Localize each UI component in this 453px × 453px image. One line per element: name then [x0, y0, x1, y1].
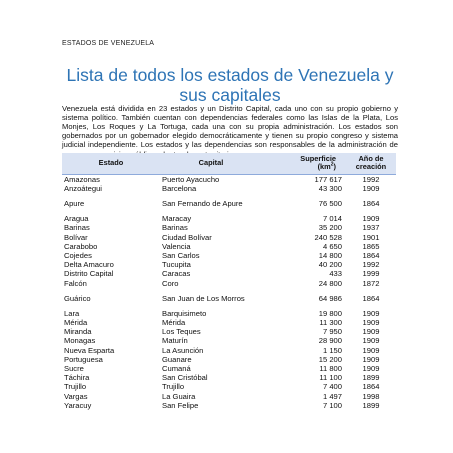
cell-estado: Distrito Capital [64, 269, 114, 279]
table-row [62, 260, 396, 269]
cell-ano: 1864 [362, 293, 380, 303]
cell-ano: 1909 [362, 184, 380, 194]
table-row [62, 336, 396, 345]
superficie-unit: (km [317, 162, 331, 172]
intro-paragraph: Venezuela está dividida en 23 estados y un Distrito Capital, cada uno con su propio gobierno y sistema político. También cuentan con dependencias federales como las Islas de la Plata, Los Monjes, Los Roques y La Tortuga, cada una con su propia administración. Los estados son gobernados por un gobernador elegido democráticamente y tienen su propio congreso y sistema judicial independiente. Los estados y las dependencias son responsables de la administración de [62, 103, 398, 150]
column-header-capital: Capital [160, 153, 262, 174]
ano-label-line2: creación [355, 162, 387, 172]
cell-ano: 1872 [362, 278, 380, 288]
cell-capital: Los Teques [162, 327, 201, 337]
page-title: Lista de todos los estados de Venezuela y sus capitales [66, 64, 394, 105]
table-row [62, 174, 396, 184]
table-row [62, 327, 396, 336]
table-row [62, 269, 396, 278]
cell-superficie: 76 500 [318, 199, 342, 209]
column-header-superficie [262, 153, 346, 174]
cell-estado: Anzoátegui [64, 184, 102, 194]
cell-superficie: 7 400 [322, 382, 342, 392]
cell-estado: Sucre [64, 364, 84, 374]
cell-superficie: 7 950 [322, 327, 342, 337]
cell-capital: La Guaira [162, 391, 196, 401]
cell-superficie: 11 100 [319, 373, 342, 383]
cell-estado: Nueva Esparta [64, 345, 115, 355]
cell-ano: 1864 [362, 199, 380, 209]
column-header-estado: Estado [62, 153, 160, 174]
cell-ano: 1899 [362, 400, 380, 410]
cell-estado: Monagas [64, 336, 96, 346]
cell-ano: 1909 [362, 318, 380, 328]
cell-capital: Cumaná [162, 364, 191, 374]
states-table [62, 153, 396, 410]
cell-ano: 1909 [362, 336, 380, 346]
table-row [62, 373, 396, 382]
superficie-unit-close: ) [333, 162, 336, 172]
cell-capital: Maracay [162, 214, 192, 224]
cell-capital: Coro [162, 278, 179, 288]
document-header-label: ESTADOS DE VENEZUELA [62, 40, 155, 47]
cell-estado: Lara [64, 308, 80, 318]
table-row [62, 279, 396, 288]
cell-estado: Carabobo [64, 241, 98, 251]
column-header-ano [346, 153, 396, 174]
cell-ano: 1998 [362, 391, 380, 401]
cell-superficie: 14 800 [318, 251, 342, 261]
table-row [62, 223, 396, 232]
cell-superficie: 11 800 [319, 364, 342, 374]
table-row [62, 251, 396, 260]
cell-superficie: 1 497 [322, 391, 342, 401]
cell-estado: Portuguesa [64, 354, 103, 364]
ano-label-line1: Año de [358, 154, 384, 163]
cell-capital: Puerto Ayacucho [162, 174, 220, 184]
cell-superficie: 40 200 [318, 260, 342, 270]
table-row [62, 364, 396, 373]
table-row [62, 392, 396, 401]
cell-estado: Mérida [64, 318, 88, 328]
cell-superficie: 11 300 [319, 318, 342, 328]
table-row [62, 401, 396, 410]
cell-estado: Delta Amacuro [64, 260, 114, 270]
cell-superficie: 35 200 [318, 223, 342, 233]
cell-ano: 1909 [362, 327, 380, 337]
cell-superficie: 28 900 [318, 336, 342, 346]
cell-estado: Aragua [64, 214, 89, 224]
cell-estado: Vargas [64, 391, 88, 401]
cell-superficie: 64 986 [318, 293, 342, 303]
cell-estado: Barinas [64, 223, 90, 233]
superficie-label: Superficie [300, 154, 336, 163]
cell-superficie: 7 100 [322, 400, 342, 410]
cell-superficie: 177 617 [314, 174, 342, 184]
cell-superficie: 24 800 [318, 278, 342, 288]
cell-capital: Mérida [162, 318, 186, 328]
cell-superficie: 43 300 [318, 184, 342, 194]
cell-capital: San Fernando de Apure [162, 199, 243, 209]
cell-estado: Cojedes [64, 251, 92, 261]
cell-capital: Caracas [162, 269, 191, 279]
table-row [62, 382, 396, 391]
cell-superficie: 1 150 [322, 345, 342, 355]
cell-capital: Barinas [162, 223, 188, 233]
cell-superficie: 240 528 [314, 232, 342, 242]
cell-ano: 1992 [362, 174, 380, 184]
cell-capital: Ciudad Bolívar [162, 232, 212, 242]
cell-superficie: 7 014 [322, 214, 342, 224]
cell-estado: Miranda [64, 327, 92, 337]
cell-estado: Apure [64, 199, 85, 209]
cell-capital: Barcelona [162, 184, 197, 194]
cell-ano: 1999 [362, 269, 380, 279]
superficie-unit-exponent: 2 [330, 161, 334, 168]
cell-capital: San Carlos [162, 251, 200, 261]
cell-ano: 1909 [362, 354, 380, 364]
table-row [62, 242, 396, 251]
cell-capital: Trujillo [162, 382, 185, 392]
table-row [62, 355, 396, 364]
cell-ano: 1909 [362, 345, 380, 355]
cell-ano: 1992 [362, 260, 380, 270]
cell-ano: 1865 [362, 241, 380, 251]
table-row [62, 184, 396, 193]
cell-ano: 1899 [362, 373, 380, 383]
cell-superficie: 15 200 [318, 354, 342, 364]
cell-capital: San Juan de Los Morros [162, 293, 245, 303]
table-row [62, 288, 396, 309]
cell-capital: Guanare [162, 354, 192, 364]
cell-superficie: 4 650 [322, 241, 342, 251]
cell-estado: Yaracuy [64, 400, 92, 410]
cell-estado: Bolívar [64, 232, 88, 242]
states-table-body [62, 174, 396, 410]
states-table-header [62, 153, 396, 174]
cell-estado: Táchira [64, 373, 90, 383]
cell-capital: San Felipe [162, 400, 199, 410]
table-row [62, 214, 396, 223]
cell-capital: Maturín [162, 336, 188, 346]
table-row [62, 318, 396, 327]
cell-capital: San Cristóbal [162, 373, 208, 383]
cell-ano: 1909 [362, 214, 380, 224]
cell-capital: Barquisimeto [162, 308, 207, 318]
cell-superficie: 433 [329, 269, 342, 279]
cell-estado: Guárico [64, 293, 91, 303]
cell-capital: Valencia [162, 241, 191, 251]
cell-estado: Falcón [64, 278, 87, 288]
table-row [62, 233, 396, 242]
cell-ano: 1864 [362, 382, 380, 392]
cell-ano: 1864 [362, 251, 380, 261]
cell-ano: 1909 [362, 308, 380, 318]
cell-ano: 1909 [362, 364, 380, 374]
cell-capital: Tucupita [162, 260, 191, 270]
cell-estado: Amazonas [64, 174, 100, 184]
table-row [62, 193, 396, 214]
cell-ano: 1937 [362, 223, 380, 233]
table-row [62, 309, 396, 318]
cell-superficie: 19 800 [318, 308, 342, 318]
cell-estado: Trujillo [64, 382, 87, 392]
cell-ano: 1901 [362, 232, 380, 242]
table-row [62, 346, 396, 355]
cell-capital: La Asunción [162, 345, 204, 355]
